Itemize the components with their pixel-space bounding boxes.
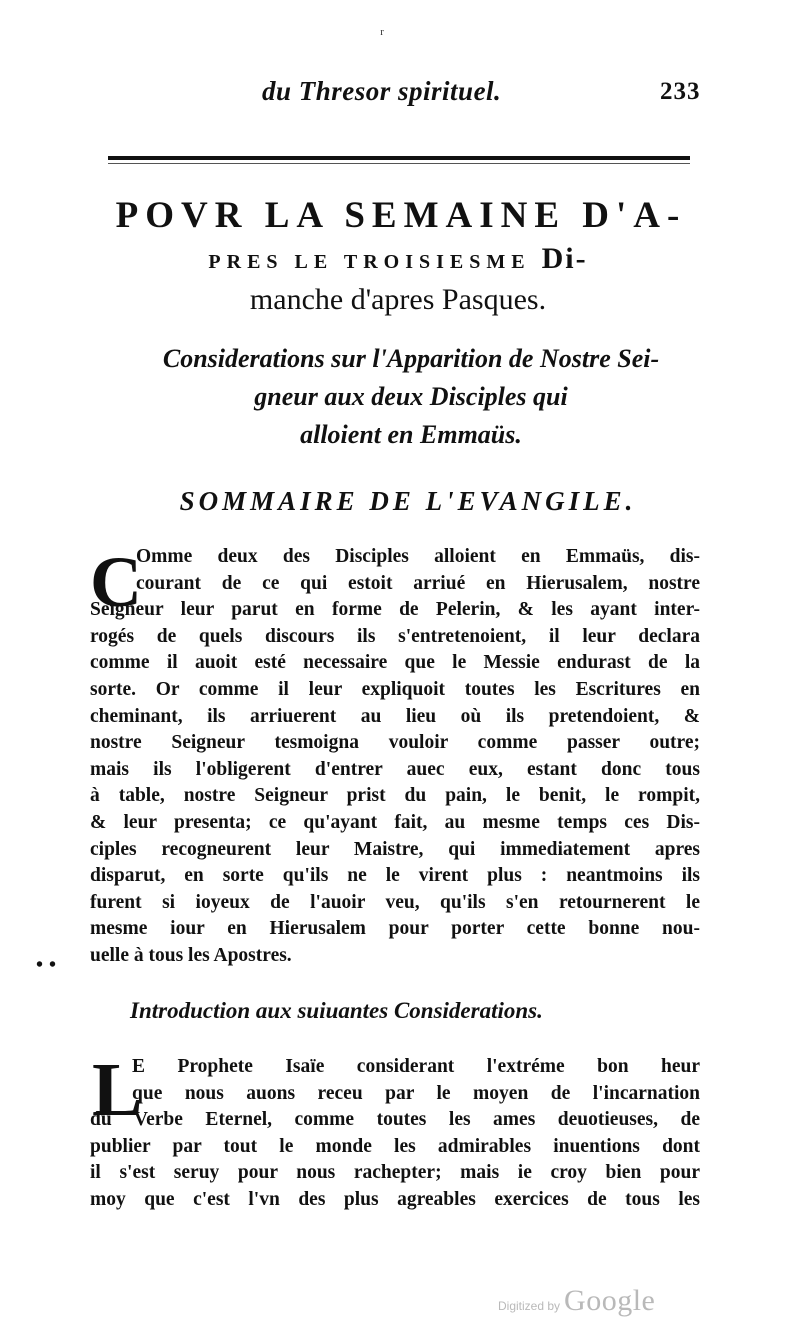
text-line: rogés de quels discours ils s'entretenoient, il leur declara (90, 625, 700, 647)
text-line: uelle à tous les Apostres. (90, 944, 292, 966)
section-title-line-2-big: Di- (541, 242, 588, 275)
running-title: du Thresor spirituel. (262, 76, 502, 106)
considerations-title-line: alloient en Emmaüs. (300, 420, 522, 449)
header-rule (108, 156, 690, 160)
section-title-line-1: POVR LA SEMAINE D'A- (115, 195, 687, 236)
section-title (0, 192, 796, 322)
text-line: Omme deux des Disciples alloient en Emmaüs, dis- (136, 546, 700, 567)
text-line: que nous auons receu par le moyen de l'incarnation (132, 1082, 700, 1104)
drop-cap: L (92, 1048, 143, 1132)
text-line: sorte. Or comme il leur expliquoit toutes les Escritures en (90, 678, 700, 700)
text-line: du Verbe Eternel, comme toutes les ames deuotieuses, de (90, 1109, 700, 1131)
text-line: à table, nostre Seigneur prist du pain, le benit, le rompit, (90, 785, 700, 807)
text-line: publier par tout le monde les admirables inuentions dont (90, 1135, 700, 1157)
text-line: disparut, en sorte qu'ils ne le virent plus : neantmoins ils (90, 865, 700, 887)
text-line: ciples recogneurent leur Maistre, qui immediatement apres (90, 838, 700, 860)
text-line: comme il auoit esté necessaire que le Messie endurast de la (90, 652, 700, 674)
section-title-line-2 (0, 240, 796, 278)
watermark-prefix: Digitized by (498, 1299, 561, 1313)
text-line: mesme iour en Hierusalem pour porter cette bonne nou- (90, 918, 700, 940)
considerations-title-line: gneur aux deux Disciples qui (254, 382, 568, 411)
introduction-paragraph (90, 1048, 700, 1214)
drop-cap: C (90, 542, 142, 622)
text-line: courant de ce qui estoit arriué en Hierusalem, nostre (136, 572, 700, 594)
page-number: 233 (660, 78, 701, 105)
text-line: & leur presenta; ce qu'ayant fait, au mesme temps ces Dis- (90, 811, 700, 833)
summary-heading: SOMMAIRE DE L'EVANGILE. (179, 486, 637, 516)
text-line: furent si ioyeux de l'auoir veu, qu'ils s'en retournerent le (90, 891, 700, 913)
stray-mark: ʳ (380, 24, 384, 44)
section-title-line-2-small: PRES LE TROISIESME (208, 251, 542, 273)
text-line: moy que c'est l'vn des plus agreables exercices de tous les (90, 1188, 700, 1210)
considerations-title-line: Considerations sur l'Apparition de Nostre Sei- (162, 344, 660, 373)
running-header (0, 76, 796, 116)
considerations-title (96, 340, 726, 454)
section-title-line-3: manche d'apres Pasques. (249, 283, 547, 316)
digitized-watermark (498, 1284, 655, 1318)
margin-dots: •• (36, 954, 63, 976)
introduction-heading: Introduction aux suiuantes Considerations. (130, 998, 543, 1023)
gospel-summary-paragraph (90, 544, 700, 970)
text-line: mais ils l'obligerent d'entrer auec eux, estant donc tous (90, 758, 700, 780)
text-line: nostre Seigneur tesmoigna vouloir comme passer outre; (90, 732, 700, 754)
text-line: E Prophete Isaïe considerant l'extréme bon heur (132, 1056, 700, 1077)
text-line: cheminant, ils arriuerent au lieu où ils pretendoient, & (90, 705, 700, 727)
google-logo: Google (564, 1284, 656, 1317)
text-line: il s'est seruy pour nous rachepter; mais ie croy bien pour (90, 1162, 700, 1184)
text-line: Seigneur leur parut en forme de Pelerin, & les ayant inter- (90, 599, 700, 621)
